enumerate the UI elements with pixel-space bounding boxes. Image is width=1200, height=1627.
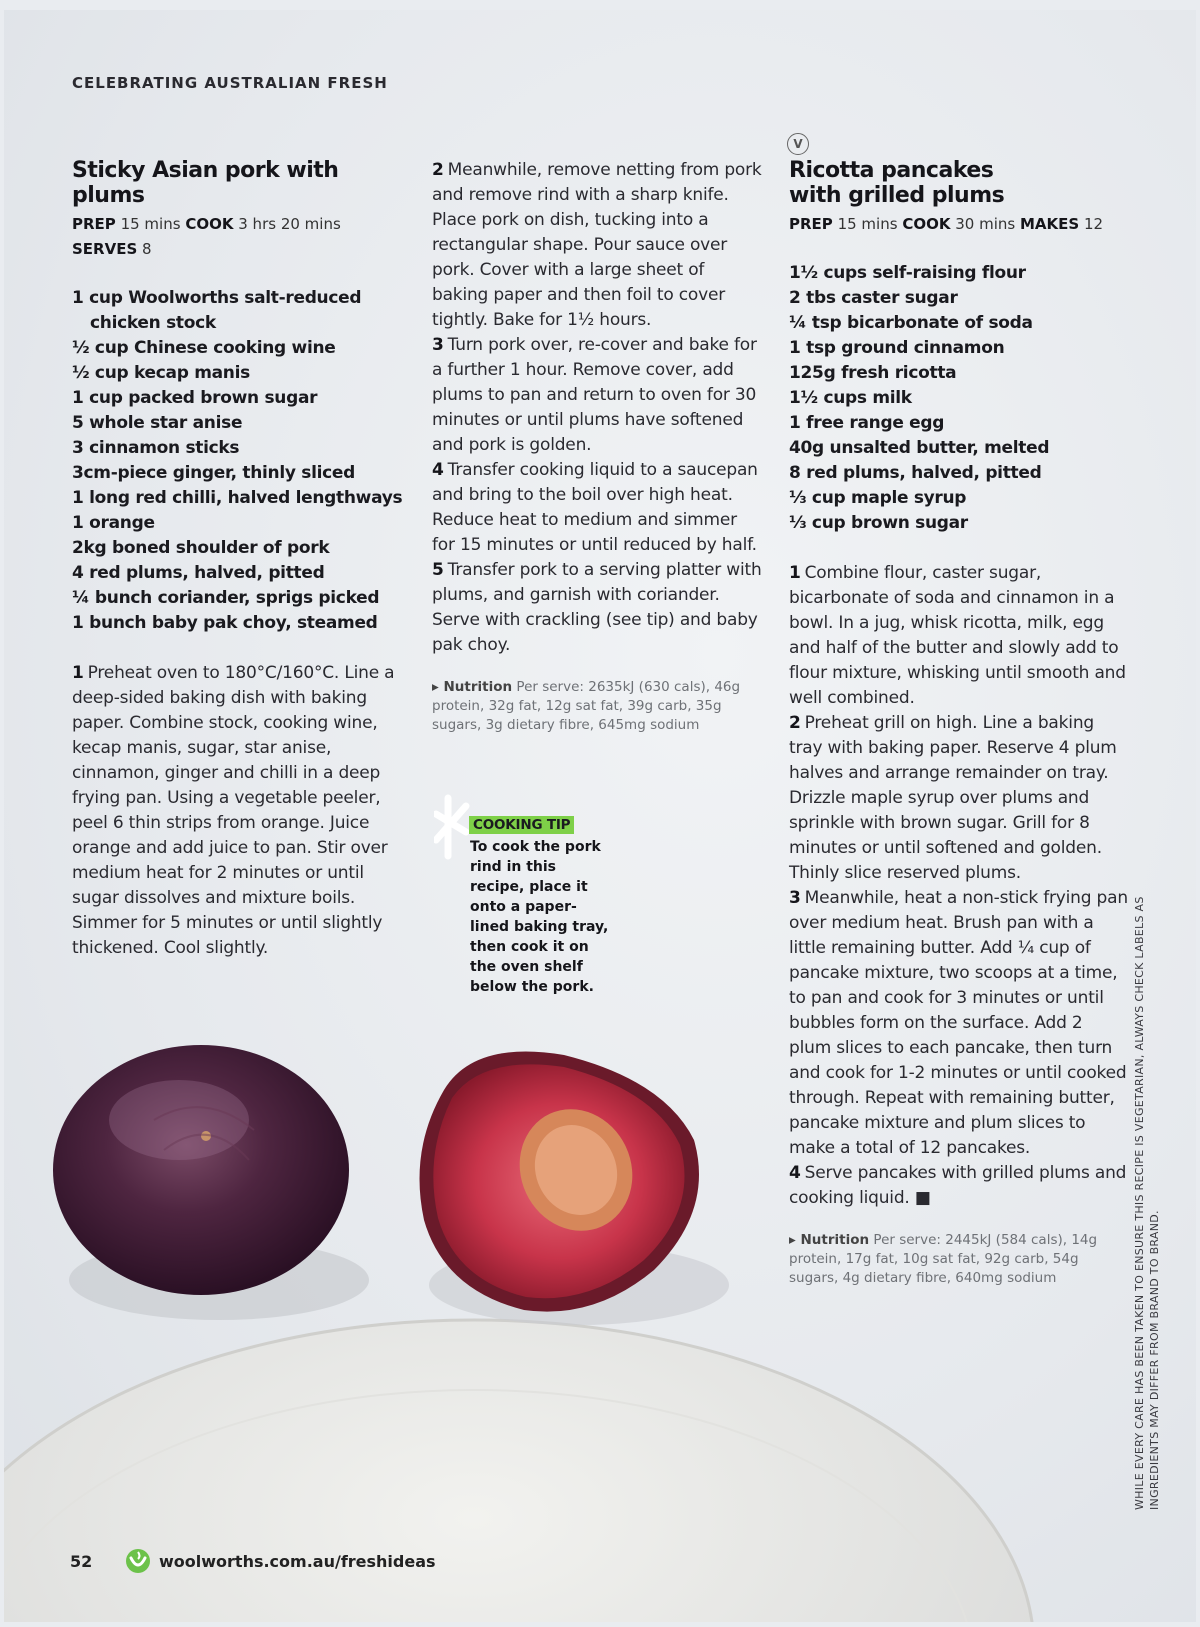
prep-label: PREP	[789, 215, 833, 233]
ingredient-item: 2kg boned shoulder of pork	[72, 538, 330, 558]
recipe2-meta	[789, 212, 1129, 237]
ingredient-item: 1 cup Woolworths salt-reduced chicken stock	[72, 288, 362, 333]
recipe1-step: 3 Turn pork over, re-cover and bake for a further 1 hour. Remove cover, add plums to pan and return to oven for 30 minutes or until plums have softened and pork is golden.	[432, 335, 757, 455]
ingredient-item: 1 tsp ground cinnamon	[789, 338, 1005, 358]
ingredient-item: 1½ cups milk	[789, 388, 912, 408]
cooking-tip-text: To cook the pork rind in this recipe, place it onto a paper-lined baking tray, then cook it on the oven shelf below the pork.	[470, 839, 609, 995]
ingredient-item: 125g fresh ricotta	[789, 363, 957, 383]
recipe1-column	[72, 158, 412, 961]
ingredient-item: 3cm-piece ginger, thinly sliced	[72, 463, 356, 483]
ingredient-item: 2 tbs caster sugar	[789, 288, 958, 308]
recipe1-ingredients	[72, 286, 412, 636]
recipe1-method-part1	[72, 661, 412, 961]
recipe1-step: 5 Transfer pork to a serving platter with plums, and garnish with coriander. Serve with crackling (see tip) and baby pak choy.	[432, 560, 762, 655]
ingredient-item: 1½ cups self-raising flour	[789, 263, 1026, 283]
cook-label: COOK	[902, 215, 951, 233]
ingredient-item: 5 whole star anise	[72, 413, 243, 433]
cook-time: 3 hrs 20 mins	[238, 215, 341, 233]
ingredient-item: 40g unsalted butter, melted	[789, 438, 1050, 458]
magazine-page	[4, 10, 1196, 1622]
cook-time: 30 mins	[955, 215, 1016, 233]
serves-label: SERVES	[72, 240, 138, 258]
recipe2-step: 2 Preheat grill on high. Line a baking tray with baking paper. Reserve 4 plum halves and arrange remainder on tray. Drizzle maple syrup over plums and sprinkle with brown sugar. Grill for 8 minutes or until softened and golden. Thinly slice reserved plums.	[789, 713, 1117, 883]
recipe1-meta	[72, 212, 412, 262]
prep-label: PREP	[72, 215, 116, 233]
recipe2-column	[789, 158, 1129, 1288]
ingredient-item: ½ cup kecap manis	[72, 363, 250, 383]
whole-plum	[53, 1045, 349, 1295]
ingredient-item: 8 red plums, halved, pitted	[789, 463, 1042, 483]
recipe1-method-part2	[432, 158, 762, 658]
recipe1-step: 4 Transfer cooking liquid to a saucepan and bring to the boil over high heat. Reduce heat to medium and simmer for 15 minutes or until reduced by half.	[432, 460, 758, 555]
recipe2-nutrition: ▸ Nutrition Per serve: 2445kJ (584 cals), 14g protein, 17g fat, 10g sat fat, 92g carb, 54g sugars, 4g dietary fibre, 640mg sodium	[789, 1232, 1098, 1286]
ingredient-item: ½ cup Chinese cooking wine	[72, 338, 336, 358]
recipe1-column-continued	[432, 158, 762, 735]
recipe1-title: Sticky Asian pork with plums	[72, 158, 339, 208]
recipe1-nutrition: ▸ Nutrition Per serve: 2635kJ (630 cals), 46g protein, 32g fat, 12g sat fat, 39g carb, 35g sugars, 3g dietary fibre, 645mg sodium	[432, 679, 741, 733]
recipe1-step: 2 Meanwhile, remove netting from pork and remove rind with a sharp knife. Place pork on dish, tucking into a rectangular shape. Pour sauce over pork. Cover with a large sheet of baking paper and then foil to cover tightly. Bake for 1½ hours.	[432, 160, 762, 330]
makes-count: 12	[1084, 215, 1104, 233]
ingredient-item: 3 cinnamon sticks	[72, 438, 240, 458]
ingredient-item: 1 cup packed brown sugar	[72, 388, 318, 408]
ingredient-item: ¼ tsp bicarbonate of soda	[789, 313, 1033, 333]
prep-time: 15 mins	[837, 215, 898, 233]
website-link[interactable]: woolworths.com.au/freshideas	[159, 1552, 436, 1571]
ingredient-item: 1 orange	[72, 513, 155, 533]
cooking-tip-label: COOKING TIP	[469, 816, 574, 834]
recipe2-title: Ricotta pancakes with grilled plums	[789, 158, 1005, 208]
cook-label: COOK	[185, 215, 234, 233]
recipe2-step: 3 Meanwhile, heat a non-stick frying pan over medium heat. Brush pan with a little remaining butter. Add ¼ cup of pancake mixture, two scoops at a time, to pan and cook for 3 minutes or until bubbles form on the surface. Add 2 plum slices to each pancake, then turn and cook for 1-2 minutes or until cooked through. Repeat with remaining butter, pancake mixture and plum slices to make a total of 12 pancakes.	[789, 888, 1128, 1158]
recipe1-step: 1 Preheat oven to 180°C/160°C. Line a deep-sided baking dish with baking paper. Combine stock, cooking wine, kecap manis, sugar, star anise, cinnamon, ginger and chilli in a deep frying pan. Using a vegetable peeler, peel 6 thin strips from orange. Juice orange and add juice to pan. Stir over medium heat for 2 minutes or until sugar dissolves and mixture boils. Simmer for 5 minutes or until slightly thickened. Cool slightly.	[72, 663, 395, 958]
vegetarian-icon: V	[787, 133, 809, 155]
ingredient-item: 1 bunch baby pak choy, steamed	[72, 613, 378, 633]
ingredient-item: ⅓ cup maple syrup	[789, 488, 967, 508]
ingredient-item: 1 long red chilli, halved lengthways	[72, 488, 403, 508]
recipe2-ingredients	[789, 261, 1129, 536]
ingredient-item: 1 free range egg	[789, 413, 945, 433]
page-number: 52	[70, 1552, 93, 1571]
woolworths-logo-icon	[125, 1548, 151, 1574]
plate	[4, 1320, 1034, 1622]
ingredient-item: ⅓ cup brown sugar	[789, 513, 968, 533]
section-label: CELEBRATING AUSTRALIAN FRESH	[72, 74, 388, 92]
vegetarian-disclaimer: WHILE EVERY CARE HAS BEEN TAKEN TO ENSURE THIS RECIPE IS VEGETARIAN, ALWAYS CHECK LABELS AS INGREDIENTS MAY DIFFER FROM BRAND TO BRAND.	[1133, 896, 1161, 1510]
recipe2-step: 4 Serve pancakes with grilled plums and cooking liquid. ■	[789, 1163, 1127, 1208]
recipe2-method	[789, 561, 1129, 1211]
recipe2-step: 1 Combine flour, caster sugar, bicarbonate of soda and cinnamon in a bowl. In a jug, whisk ricotta, milk, egg and half of the butter and slowly add to flour mixture, whisking until smooth and well combined.	[789, 563, 1126, 708]
ingredient-item: ¼ bunch coriander, sprigs picked	[72, 588, 380, 608]
ingredient-item: 4 red plums, halved, pitted	[72, 563, 325, 583]
makes-label: MAKES	[1020, 215, 1080, 233]
prep-time: 15 mins	[120, 215, 181, 233]
serves-count: 8	[142, 240, 152, 258]
